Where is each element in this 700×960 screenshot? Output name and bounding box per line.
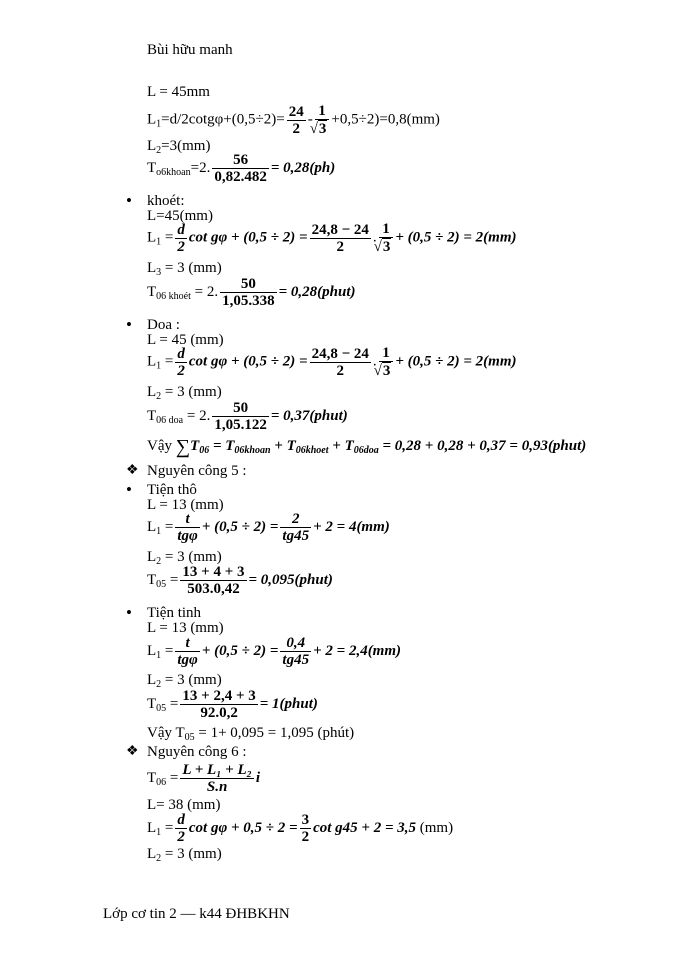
bullet-icon: • (126, 603, 132, 622)
l1-formula: $L_1$ = $\frac{d}{2}$ cot gφ + (0,5 ÷ 2) = $\frac{24,8 - 24}{2}$ . 1 √ 3 + (0,5 ÷ 2) = 2(mm) (147, 345, 517, 379)
length-line: L = 13 (mm) (147, 620, 224, 636)
section-title-nc6: Nguyên công 6 : (147, 744, 247, 760)
four-diamond-icon: ❖ (126, 744, 139, 759)
l1-formula: $L_1$ = $\frac{t}{\text{tgφ}}$ + (0,5 ÷ 2) = $\frac{2}{tg45}$ + 2 = 4(mm) (147, 511, 390, 544)
l2-line: $L_2 = 3$ (mm) (147, 846, 222, 864)
l2-line: $L_2 = 3$ (mm) (147, 672, 222, 690)
section-title-tien-tho: Tiện thô (147, 482, 197, 498)
l1-formula: $L_1$ = $\frac{d}{2}$ cot gφ + (0,5 ÷ 2) = $\frac{24,8 - 24}{2}$ . 1 √ 3 + (0,5 ÷ 2) = 2(mm) (147, 221, 517, 255)
length-line: L = 13 (mm) (147, 497, 224, 513)
l1-formula: $L_1$ = $\frac{d}{2}$ cot gφ + 0,5 ÷ 2 = $\frac{3}{2}$ cot g45 + 2 = 3,5 (mm) (147, 812, 454, 845)
t06-formula: $T_{06}$ = $\frac{\text{L + L₁ + L₂}}{S.n}$ i (147, 762, 261, 795)
bullet-icon: • (126, 191, 132, 210)
section-title-doa: Doa : (147, 317, 180, 333)
bullet-icon: • (126, 480, 132, 499)
bullet-icon: • (126, 315, 132, 334)
t-khoet-formula: $T_{06 khoét} = 2$. $\frac{50}{1,05.338}$ = 0,28(phut) (147, 276, 356, 309)
length-line: L = 45 (mm) (147, 332, 224, 348)
sum-formula: Vậy $\sum T_{06} = T_{06khoan} + T_{06khoet} + T_{06doa} = 0,28 + 0,28 + 0,37$ = 0,93(phut) (147, 436, 587, 458)
length-line: L=45(mm) (147, 208, 213, 224)
four-diamond-icon: ❖ (126, 463, 139, 478)
length-line: L = 45mm (147, 84, 210, 100)
t05-formula: $T_{05}$ = $\frac{13 + 2,4 + 3}{92.0,2}$ = 1(phut) (147, 688, 318, 721)
l2-line: $L_2=3(mm)$ (147, 138, 211, 156)
t05-total: Vậy $T_{05} = 1+ 0,095 = 1,095$ (phút) (147, 725, 355, 743)
l1-formula: $L_1=d/2\cot g\varphi+(0,5\div 2)=$ $\frac{24}{2}$ - 1 √ 3 +0,5÷2)=0,8(mm) (147, 103, 440, 137)
l2-line: $L_2 = 3$ (mm) (147, 384, 222, 402)
section-title-nc5: Nguyên công 5 : (147, 463, 247, 479)
l3-line: $L_3 = 3$ (mm) (147, 260, 222, 278)
page-header-author: Bùi hữu manh (147, 42, 233, 58)
t-khoan-formula: $T_{o6khoan}=2$. $\frac{56}{0,82.482}$ = 0,28(ph) (147, 152, 336, 185)
section-title-khoet: khoét: (147, 193, 185, 209)
t-doa-formula: $T_{06 doa} = 2$. $\frac{50}{1,05.122}$ = 0,37(phut) (147, 400, 348, 433)
length-line: L= 38 (mm) (147, 797, 221, 813)
t05-formula: $T_{05}$ = $\frac{13 + 4 + 3}{503.0,42}$ = 0,095(phut) (147, 564, 333, 597)
section-title-tien-tinh: Tiện tinh (147, 605, 202, 621)
page-footer: Lớp cơ tin 2 — k44 ĐHBKHN (103, 906, 290, 922)
l2-line: $L_2 = 3$ (mm) (147, 549, 222, 567)
l1-formula: $L_1$ = $\frac{t}{\text{tgφ}}$ + (0,5 ÷ 2) = $\frac{0,4}{tg45}$ + 2 = 2,4(mm) (147, 635, 402, 668)
